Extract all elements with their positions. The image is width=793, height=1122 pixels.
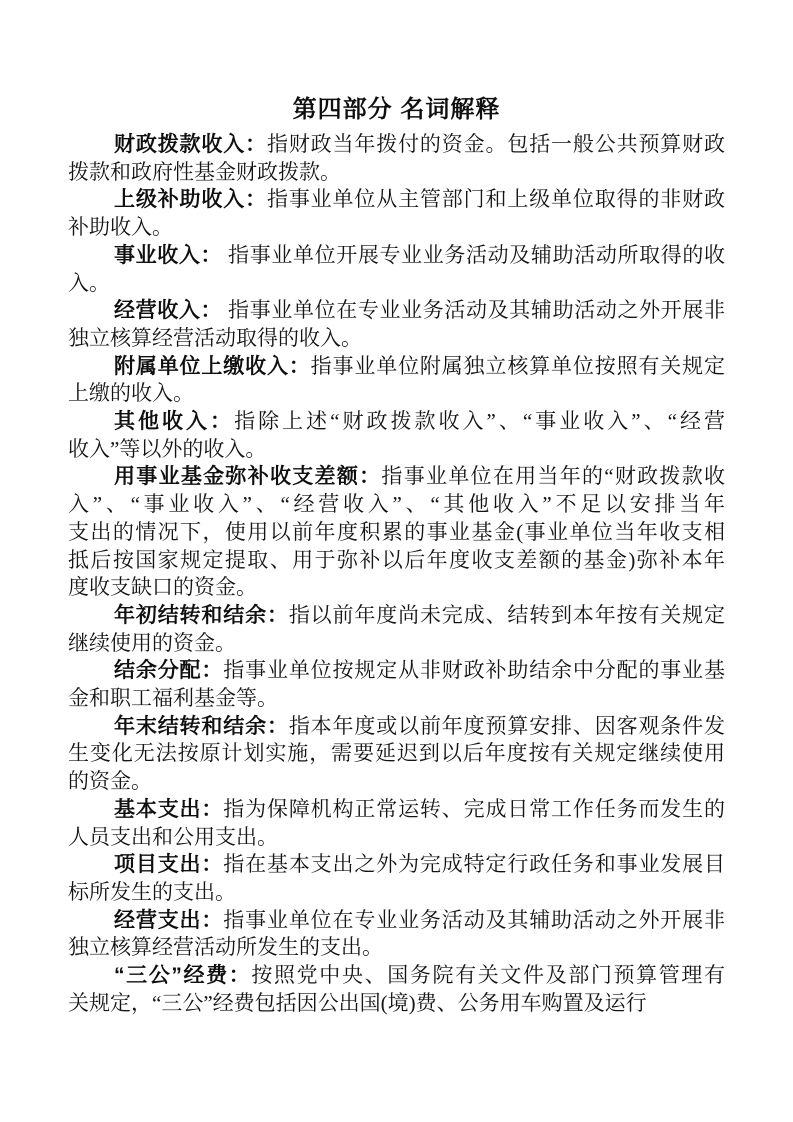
definition-text-line: [68, 353, 725, 381]
definition-text-line: [68, 796, 725, 824]
definition-term: 年初结转和结余：: [114, 603, 289, 627]
definition-text-line: 独立核算经营活动取得的收入。: [68, 325, 362, 350]
definition-paragraph: [68, 297, 725, 352]
definition-paragraph: [68, 242, 725, 297]
definition-term: 附属单位上缴收入：: [114, 354, 311, 378]
definition-paragraph: [68, 796, 725, 851]
definition-text-line: 补助收入。: [68, 215, 173, 240]
definition-text-line: 拨款和政府性基金财政拨款。: [68, 159, 341, 184]
definition-body-text: 指事业单位开展专业业务活动及辅助活动所取得的收: [222, 242, 726, 267]
definition-text-line: 支出的情况下，使用以前年度积累的事业基金(事业单位当年收支相: [68, 519, 725, 544]
definition-paragraph: [68, 602, 725, 657]
definition-text-line: 抵后按国家规定提取、用于弥补以后年度收支差额的基金)弥补本年: [68, 547, 725, 572]
definition-term: 项目支出：: [114, 853, 224, 877]
definition-term: 基本支出：: [114, 797, 224, 821]
definition-paragraph: [68, 713, 725, 796]
definition-term: 年末结转和结余：: [114, 714, 289, 738]
definition-body-text: 指财政当年拨付的资金。包括一般公共预算财政: [266, 132, 726, 156]
definition-body-text: 指事业单位在专业业务活动及其辅助活动之外开展非: [222, 298, 726, 323]
definition-text-line: [68, 242, 725, 270]
definition-text-line: 收入”等以外的收入。: [68, 436, 267, 461]
definition-paragraph: [68, 907, 725, 962]
definition-text-line: 人员支出和公用支出。: [68, 824, 278, 849]
definition-text-line: [68, 602, 725, 630]
definition-text-line: 独立核算经营活动所发生的支出。: [68, 935, 383, 960]
definition-text-line: [68, 408, 725, 436]
definition-text-line: [68, 463, 725, 491]
definition-text-line: 入”、“事业收入”、“经营收入”、“其他收入”不足以安排当年: [68, 492, 725, 517]
definition-paragraph: [68, 186, 725, 241]
definition-text-line: [68, 131, 725, 159]
definition-term: “三公”经费：: [114, 964, 252, 988]
definition-text-line: 度收支缺口的资金。: [68, 575, 257, 600]
definition-term: 财政拨款收入：: [114, 133, 267, 156]
definition-body-text: 指本年度或以前年度预算安排、因客观条件发: [288, 713, 726, 738]
definition-body-text: 指事业单位从主管部门和上级单位取得的非财政: [266, 187, 726, 212]
definition-text-line: 继续使用的资金。: [68, 630, 236, 655]
definition-term: 事业收入：: [114, 243, 223, 267]
document-title: 第四部分 名词解释: [292, 96, 501, 123]
definition-body-text: 指在基本支出之外为完成特定行政任务和事业发展目: [223, 852, 726, 877]
definition-body-text: 按照党中央、国务院有关文件及部门预算管理有: [251, 963, 726, 988]
definition-term: 上级补助收入：: [114, 188, 267, 212]
definition-text-line: 上缴的收入。: [68, 381, 194, 406]
definition-body-text: 指为保障机构正常运转、完成日常工作任务而发生的: [223, 796, 726, 821]
definition-body-text: 指除上述“财政拨款收入”、“事业收入”、“经营: [234, 409, 725, 434]
definition-body-text: 指事业单位在用当年的“财政拨款收: [381, 464, 726, 489]
definition-term: 经营支出：: [114, 908, 224, 932]
definition-text-line: 金和职工福利基金等。: [68, 686, 278, 711]
definition-paragraph: [68, 962, 725, 1017]
definition-body-text: 指事业单位在专业业务活动及其辅助活动之外开展非: [223, 907, 726, 932]
definition-body-text: 指事业单位按规定从非财政补助结余中分配的事业基: [223, 658, 726, 683]
definition-text-line: [68, 657, 725, 685]
definition-term: 经营收入：: [114, 299, 223, 323]
definition-paragraph: [68, 463, 725, 602]
definition-text-line: 生变化无法按原计划实施，需要延迟到以后年度按有关规定继续使用: [68, 741, 725, 766]
document-body: [68, 131, 725, 1018]
definition-text-line: [68, 297, 725, 325]
definition-text-line: [68, 851, 725, 879]
definition-term: 其他收入：: [114, 410, 235, 434]
definition-body-text: 指以前年度尚未完成、结转到本年按有关规定: [288, 602, 726, 627]
definition-paragraph: [68, 657, 725, 712]
definition-text-line: 的资金。: [68, 769, 152, 794]
definition-text-line: 关规定，“三公”经费包括因公出国(境)费、公务用车购置及运行: [68, 990, 647, 1015]
definition-text-line: [68, 713, 725, 741]
definition-text-line: [68, 186, 725, 214]
definition-text-line: [68, 962, 725, 990]
definition-paragraph: [68, 851, 725, 906]
definition-term: 用事业基金弥补收支差额：: [114, 465, 382, 489]
definition-term: 结余分配：: [114, 659, 224, 683]
definition-text-line: 标所发生的支出。: [68, 879, 236, 904]
definition-body-text: 指事业单位附属独立核算单位按照有关规定: [310, 353, 726, 378]
definition-paragraph: [68, 408, 725, 463]
definition-text-line: 入。: [68, 270, 110, 295]
definition-text-line: [68, 907, 725, 935]
definition-paragraph: [68, 353, 725, 408]
definition-paragraph: [68, 131, 725, 186]
